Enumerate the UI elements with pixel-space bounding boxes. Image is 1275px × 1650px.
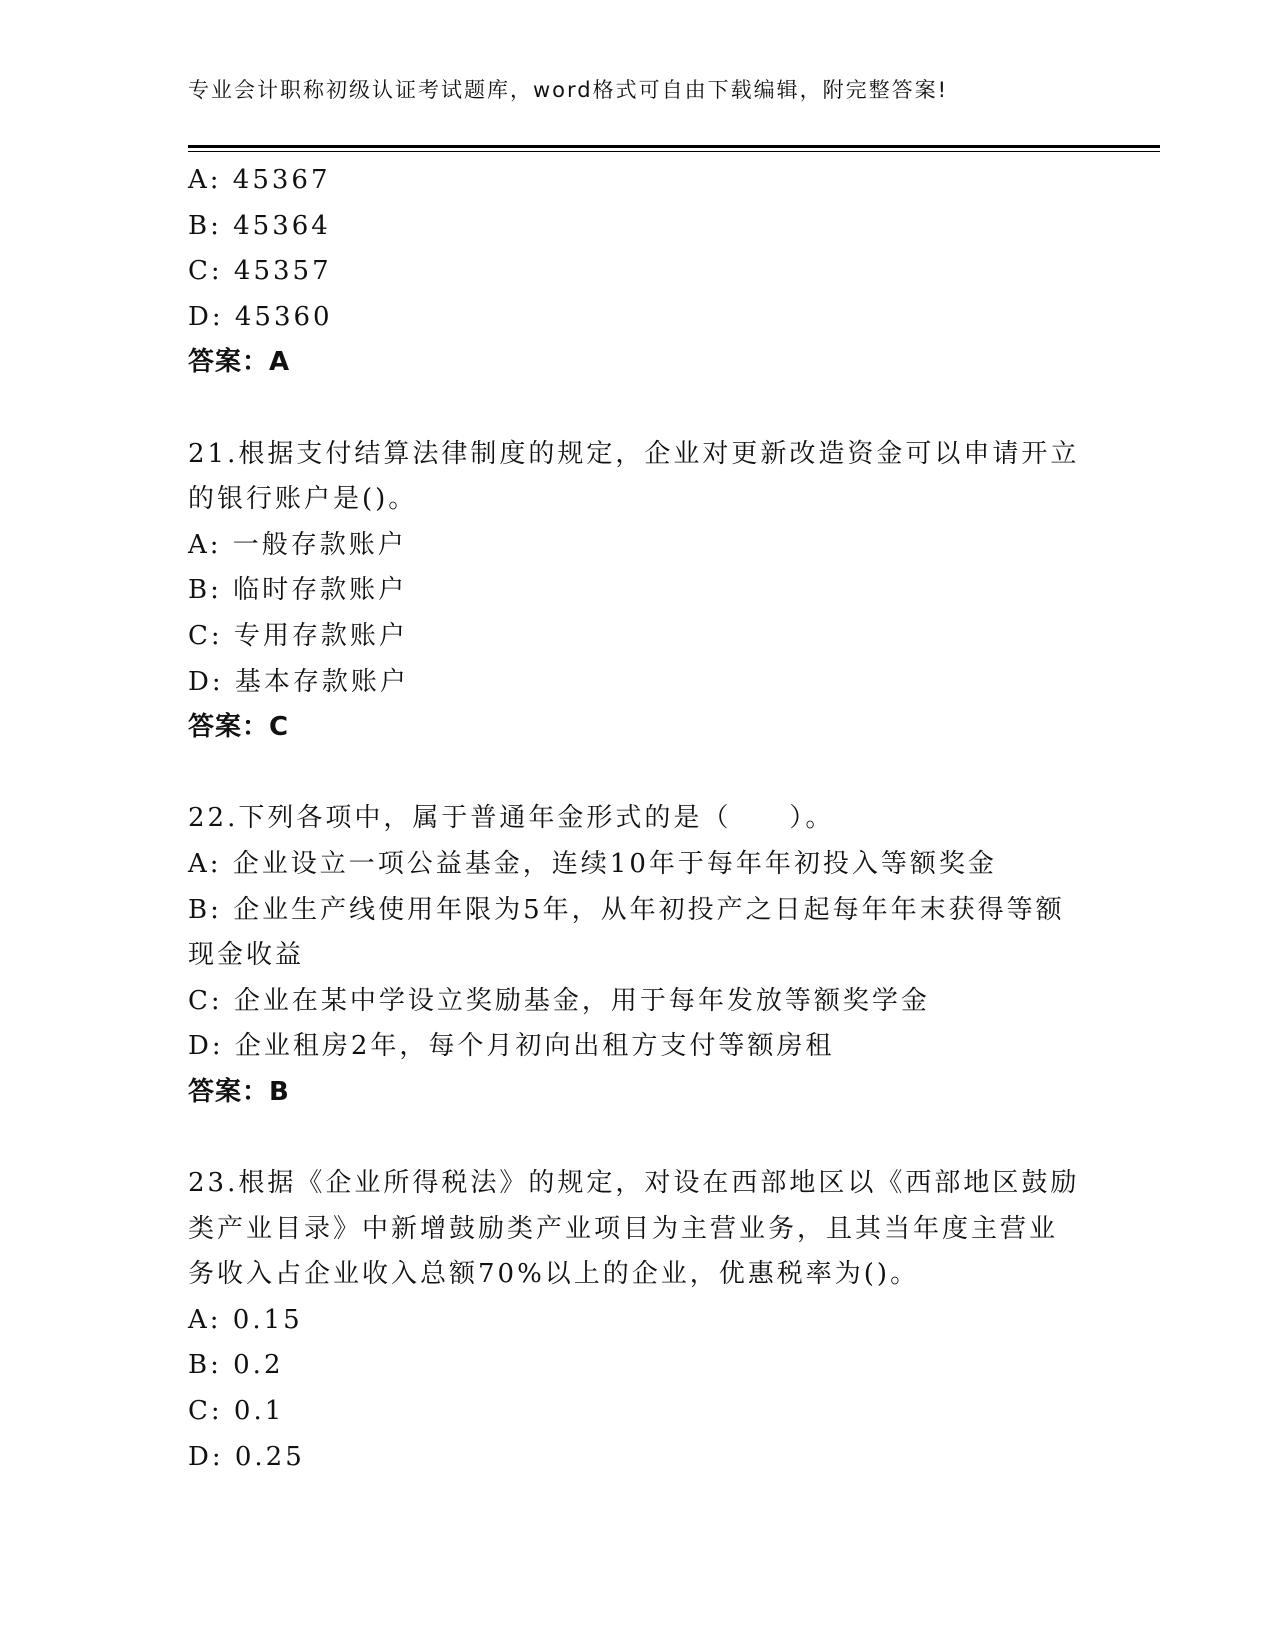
- q21-option-d: D: 基本存款账户: [188, 666, 409, 697]
- q23-option-a: A: 0.15: [188, 1304, 303, 1335]
- option-b: B: 45364: [188, 210, 331, 241]
- q22-option-d: D: 企业租房2年，每个月初向出租方支付等额房租: [188, 1031, 835, 1062]
- q21-option-b: B: 临时存款账户: [188, 575, 408, 606]
- q22-answer: 答案：B: [188, 1076, 290, 1107]
- page-header: 专业会计职称初级认证考试题库，word格式可自由下载编辑，附完整答案!: [188, 78, 949, 102]
- q21-option-c: C: 专用存款账户: [188, 620, 408, 651]
- option-a: A: 45367: [188, 165, 331, 195]
- q22-option-a: A: 企业设立一项公益基金，连续10年于每年年初投入等额奖金: [188, 848, 997, 879]
- option-d: D: 45360: [188, 301, 333, 332]
- header-rule-thick: [188, 145, 1160, 148]
- question-22-stem: 22.下列各项中，属于普通年金形式的是（ ）。: [188, 803, 835, 834]
- answer-label: 答案：A: [188, 347, 291, 378]
- option-c: C: 45357: [188, 256, 332, 287]
- q23-option-d: D: 0.25: [188, 1441, 305, 1472]
- q21-option-a: A: 一般存款账户: [188, 529, 407, 560]
- q21-answer: 答案：C: [188, 712, 290, 743]
- header-rule-thin: [188, 151, 1160, 152]
- question-content: [188, 158, 1080, 1480]
- question-23-stem-cont-2: 务收入占企业收入总额70%以上的企业，优惠税率为()。: [188, 1259, 920, 1290]
- q23-option-b: B: 0.2: [188, 1350, 284, 1381]
- q23-option-c: C: 0.1: [188, 1396, 285, 1427]
- q22-option-b-cont: 现金收益: [188, 940, 305, 971]
- q22-option-b: B: 企业生产线使用年限为5年，从年初投产之日起每年年末获得等额: [188, 894, 1065, 925]
- question-21-stem-cont: 的银行账户是()。: [188, 484, 418, 515]
- q22-option-c: C: 企业在某中学设立奖励基金，用于每年发放等额奖学金: [188, 985, 930, 1016]
- question-21-stem: 21.根据支付结算法律制度的规定，企业对更新改造资金可以申请开立: [188, 438, 1080, 469]
- question-23-stem: 23.根据《企业所得税法》的规定，对设在西部地区以《西部地区鼓励: [188, 1168, 1080, 1199]
- question-23-stem-cont-1: 类产业目录》中新增鼓励类产业项目为主营业务，且其当年度主营业: [188, 1213, 1059, 1244]
